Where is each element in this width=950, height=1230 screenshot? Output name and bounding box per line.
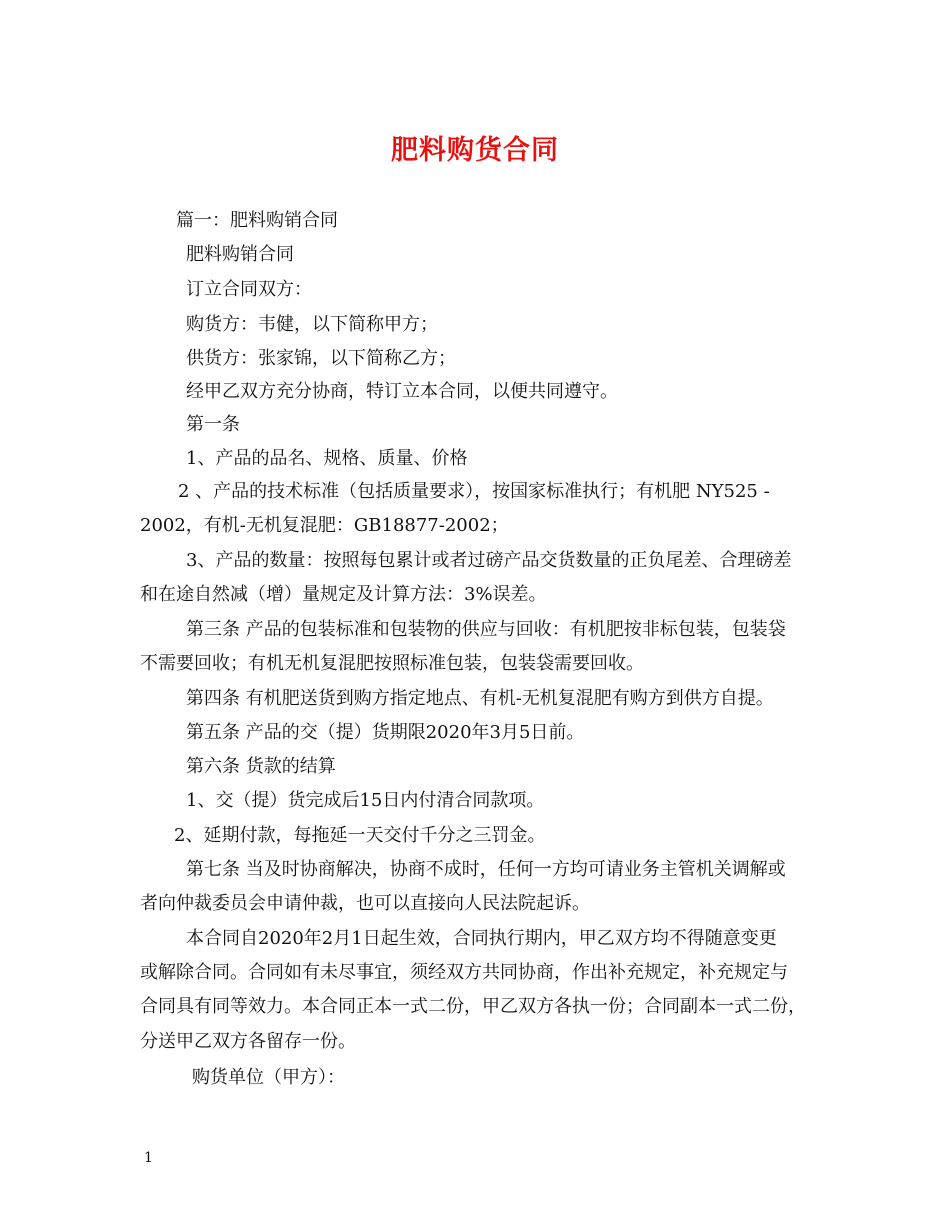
paragraph-line: 供货方：张家锦，以下简称乙方； (186, 348, 456, 369)
paragraph-line: 者向仲裁委员会申请仲裁，也可以直接向人民法院起诉。 (140, 893, 590, 914)
paragraph-line: 合同具有同等效力。本合同正本一式二份，甲乙双方各执一份；合同副本一式二份， (140, 996, 806, 1017)
paragraph-line: 分送甲乙双方各留存一份。 (140, 1031, 356, 1052)
paragraph-line: 或解除合同。合同如有未尽事宜，须经双方共同协商，作出补充规定，补充规定与 (140, 962, 788, 983)
paragraph-line: 1、产品的品名、规格、质量、价格 (186, 448, 468, 469)
paragraph-line: 3、产品的数量：按照每包累计或者过磅产品交货数量的正负尾差、合理磅差 (186, 550, 792, 571)
paragraph-line: 订立合同双方： (186, 279, 312, 300)
paragraph-line: 第四条 有机肥送货到购方指定地点、有机-无机复混肥有购方到供方自提。 (186, 688, 774, 709)
paragraph-line: 经甲乙双方充分协商，特订立本合同，以便共同遵守。 (186, 381, 618, 402)
paragraph-line: 1、交（提）货完成后15日内付清合同款项。 (186, 790, 545, 811)
article-heading: 第一条 (186, 414, 240, 435)
paragraph-line: 和在途自然减（增）量规定及计算方法：3%误差。 (140, 584, 547, 605)
page-number: 1 (144, 1150, 153, 1166)
paragraph-line: 购货方：韦健，以下简称甲方； (186, 314, 438, 335)
signature-label: 购货单位（甲方）： (192, 1067, 345, 1088)
paragraph-line: 第七条 当及时协商解决，协商不成时，任何一方均可请业务主管机关调解或 (186, 859, 786, 880)
paragraph-line: 第六条 货款的结算 (186, 756, 336, 777)
paragraph-line: 2、延期付款，每拖延一天交付千分之三罚金。 (174, 825, 546, 846)
paragraph-line: 本合同自2020年2月1日起生效，合同执行期内，甲乙双方均不得随意变更 (186, 928, 777, 949)
section-heading: 篇一：肥料购销合同 (176, 210, 338, 231)
document-title: 肥料购货合同 (391, 135, 559, 166)
paragraph-line: 不需要回收；有机无机复混肥按照标准包装，包装袋需要回收。 (140, 653, 644, 674)
paragraph-line: 第三条 产品的包装标准和包装物的供应与回收：有机肥按非标包装，包装袋 (186, 619, 786, 640)
contract-subtitle: 肥料购销合同 (186, 244, 294, 265)
paragraph-line: 2002，有机-无机复混肥：GB18877-2002； (140, 515, 509, 536)
paragraph-line: 第五条 产品的交（提）货期限2020年3月5日前。 (186, 722, 585, 743)
paragraph-line: 2 、产品的技术标准（包括质量要求），按国家标准执行；有机肥 NY525 - (178, 481, 770, 502)
